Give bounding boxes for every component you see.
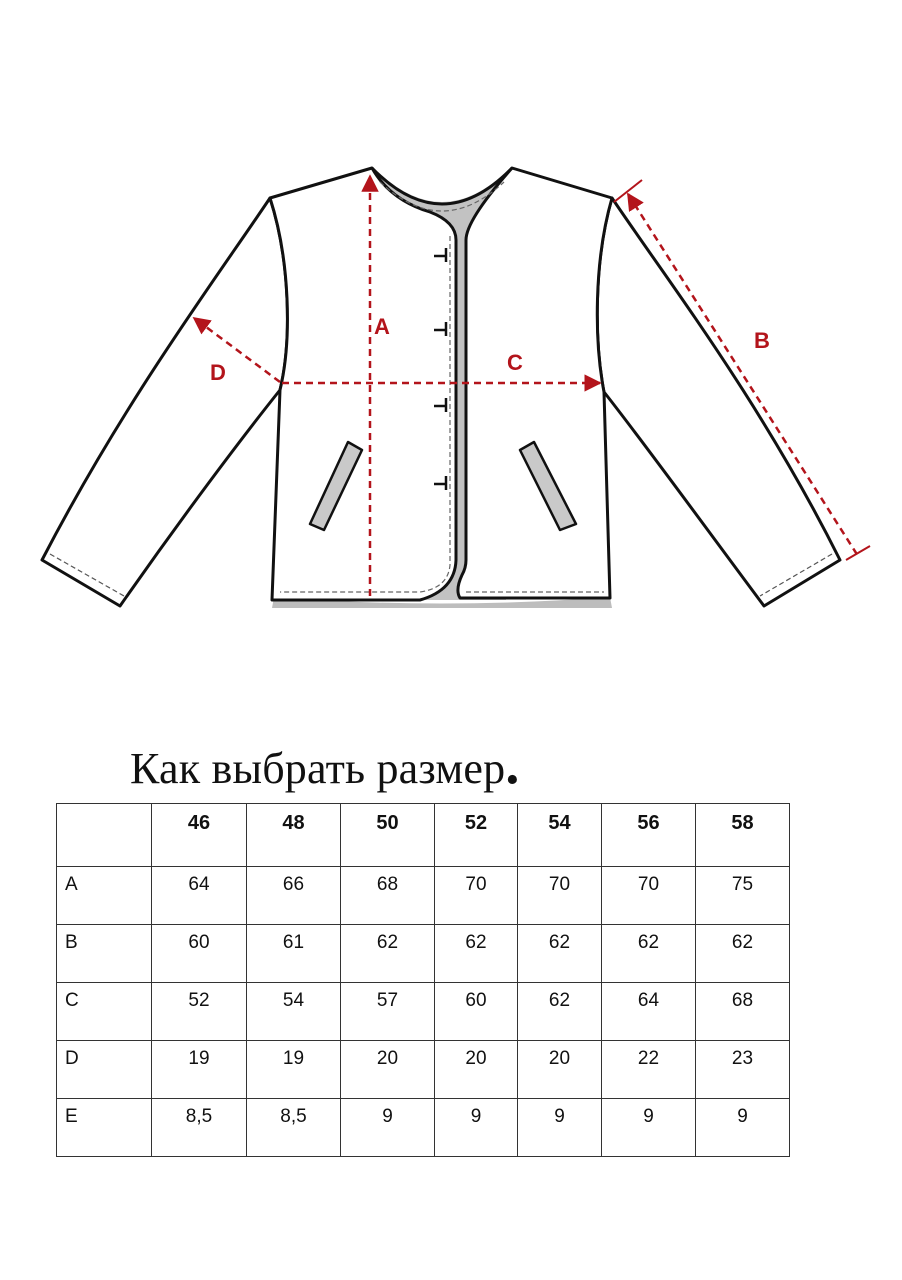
table-cell: 62 bbox=[602, 925, 696, 983]
measure-d-label: D bbox=[210, 360, 226, 385]
corner-cell bbox=[57, 804, 152, 867]
row-label: B bbox=[57, 925, 152, 983]
page-title-text: Как выбрать размер bbox=[130, 744, 506, 793]
size-header: 56 bbox=[602, 804, 696, 867]
table-cell: 62 bbox=[341, 925, 435, 983]
table-cell: 52 bbox=[152, 983, 247, 1041]
table-cell: 62 bbox=[696, 925, 790, 983]
measure-b-tick-bottom bbox=[846, 546, 870, 560]
table-cell: 68 bbox=[341, 867, 435, 925]
size-header-row bbox=[57, 804, 790, 867]
table-cell: 54 bbox=[247, 983, 341, 1041]
table-cell: 62 bbox=[435, 925, 518, 983]
right-sleeve bbox=[597, 198, 840, 606]
table-cell: 60 bbox=[435, 983, 518, 1041]
table-cell: 20 bbox=[341, 1041, 435, 1099]
table-cell: 20 bbox=[435, 1041, 518, 1099]
size-header: 54 bbox=[518, 804, 602, 867]
table-cell: 62 bbox=[518, 925, 602, 983]
row-label: D bbox=[57, 1041, 152, 1099]
table-row bbox=[57, 925, 790, 983]
table-cell: 20 bbox=[518, 1041, 602, 1099]
table-cell: 61 bbox=[247, 925, 341, 983]
table-cell: 9 bbox=[696, 1099, 790, 1157]
size-header: 46 bbox=[152, 804, 247, 867]
measure-b-tick-top bbox=[614, 180, 642, 202]
table-cell: 19 bbox=[247, 1041, 341, 1099]
table-cell: 9 bbox=[602, 1099, 696, 1157]
left-sleeve bbox=[42, 198, 287, 606]
table-cell: 60 bbox=[152, 925, 247, 983]
table-row bbox=[57, 1099, 790, 1157]
table-cell: 22 bbox=[602, 1041, 696, 1099]
size-header: 52 bbox=[435, 804, 518, 867]
table-row bbox=[57, 867, 790, 925]
measure-c-label: C bbox=[507, 350, 523, 375]
table-cell: 70 bbox=[435, 867, 518, 925]
table-cell: 9 bbox=[341, 1099, 435, 1157]
size-chart-table bbox=[56, 803, 790, 1157]
measure-b-label: B bbox=[754, 328, 770, 353]
table-cell: 57 bbox=[341, 983, 435, 1041]
table-cell: 64 bbox=[152, 867, 247, 925]
table-cell: 70 bbox=[602, 867, 696, 925]
table-cell: 8,5 bbox=[247, 1099, 341, 1157]
row-label: A bbox=[57, 867, 152, 925]
table-cell: 70 bbox=[518, 867, 602, 925]
table-cell: 8,5 bbox=[152, 1099, 247, 1157]
page-title-dot: . bbox=[505, 734, 520, 796]
table-cell: 19 bbox=[152, 1041, 247, 1099]
page-title bbox=[130, 733, 520, 797]
table-cell: 9 bbox=[518, 1099, 602, 1157]
table-row bbox=[57, 1041, 790, 1099]
table-cell: 64 bbox=[602, 983, 696, 1041]
size-header: 50 bbox=[341, 804, 435, 867]
row-label: C bbox=[57, 983, 152, 1041]
measure-a-label: A bbox=[374, 314, 390, 339]
row-label: E bbox=[57, 1099, 152, 1157]
table-cell: 66 bbox=[247, 867, 341, 925]
size-header: 58 bbox=[696, 804, 790, 867]
table-cell: 23 bbox=[696, 1041, 790, 1099]
table-cell: 9 bbox=[435, 1099, 518, 1157]
table-cell: 62 bbox=[518, 983, 602, 1041]
jacket-diagram bbox=[0, 130, 902, 650]
table-row bbox=[57, 983, 790, 1041]
table-cell: 68 bbox=[696, 983, 790, 1041]
size-header: 48 bbox=[247, 804, 341, 867]
table-cell: 75 bbox=[696, 867, 790, 925]
